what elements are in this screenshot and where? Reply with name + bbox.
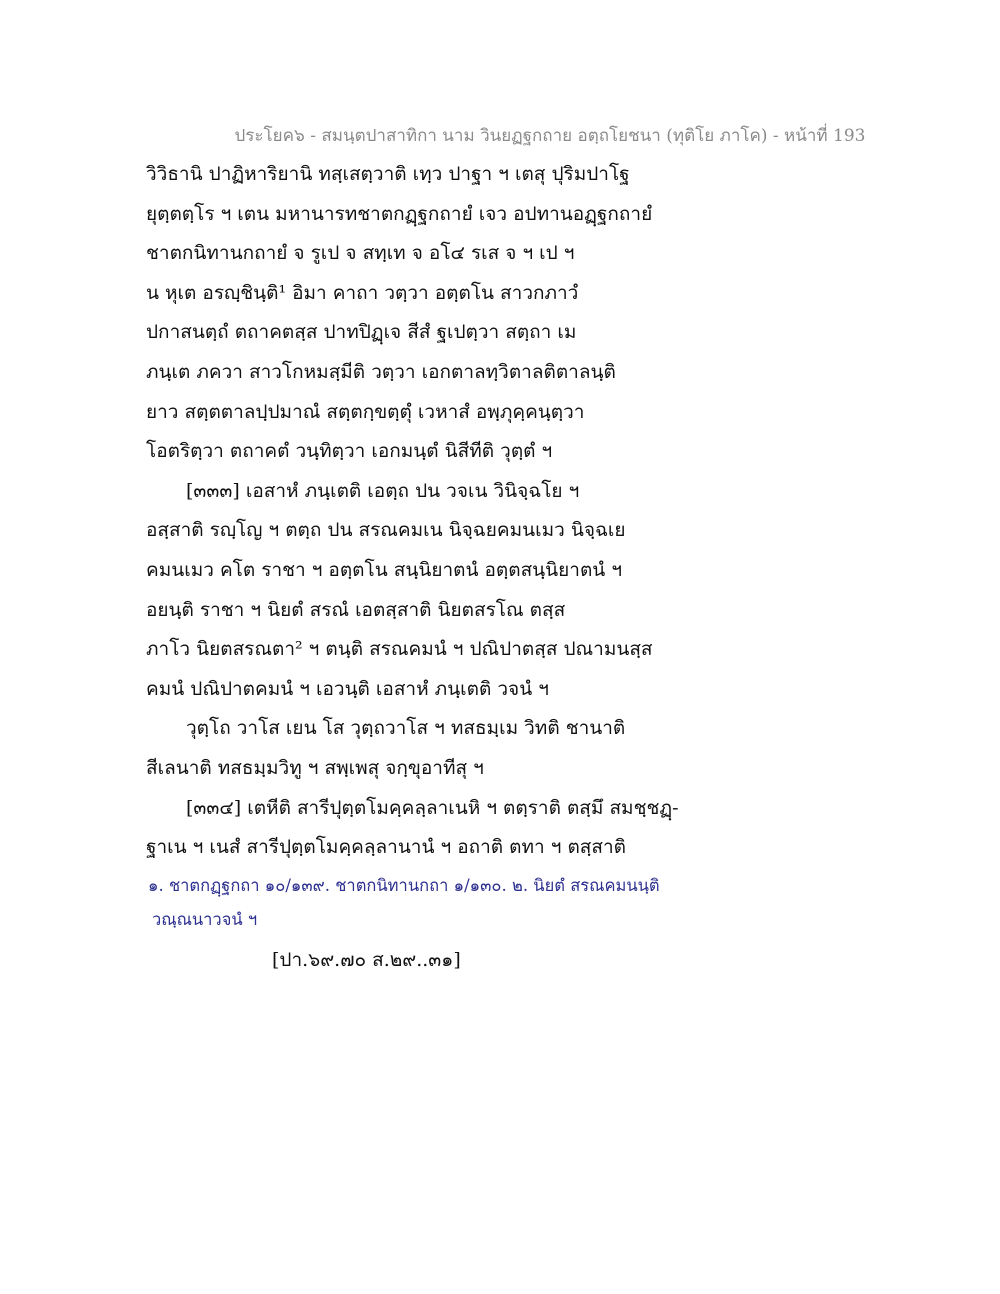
body-line: คมนเมว คโต ราชา ฯ อตฺตโน สนฺนิยาตนํ อตฺตสนฺนิยาตนํ ฯ (146, 558, 622, 581)
body-line: อสฺสาติ รญฺโญ ฯ ตตฺถ ปน สรณคมเน นิจฺฉยคมนเมว นิจฺฉเย (146, 519, 626, 542)
body-line: วุตฺโถ วาโส เยน โส วุตฺถวาโส ฯ ทสธมฺเม วิทติ ชานาติ (186, 717, 626, 740)
body-line: [๓๓๓] เอสาหํ ภนฺเตติ เอตฺถ ปน วจเน วินิจฺฉโย ฯ (186, 479, 580, 502)
body-line: ยาว สตฺตตาลปฺปมาณํ สตฺตกฺขตฺตุํ เวหาสํ อพฺภุคฺคนฺตฺวา (146, 400, 585, 423)
footnote-line: ๑. ชาตกฏฺฐกถา ๑๐/๑๓๙. ชาตกนิทานกถา ๑/๑๓๐. ๒. นิยตํ สรณคมนนฺติ (148, 876, 660, 895)
page-header (0, 124, 1000, 148)
body-line: ยุตฺตตฺโร ฯ เตน มหานารทชาตกฏฺฐกถายํ เจว อปทานอฏฺฐกถายํ (146, 202, 653, 225)
body-line: วิวิธานิ ปาฏิหาริยานิ ทสฺเสตฺวาติ เทฺว ปาฐา ฯ เตสุ ปุริมปาโฐ (146, 163, 630, 185)
body-line: ภนฺเต ภควา สาวโกหมสฺมีติ วตฺวา เอกตาลทฺวิตาลติตาลนฺติ (146, 360, 616, 383)
body-line: ชาตกนิทานกถายํ จ รูเป จ สทฺเท จ อโ๔ รเส จ ฯ เป ฯ (146, 242, 575, 265)
body-line: โอตริตฺวา ตถาคตํ วนฺทิตฺวา เอกมนฺตํ นิสีทีติ วุตฺตํ ฯ (146, 440, 553, 463)
body-line: สีเลนาติ ทสธมฺมวิทู ฯ สพฺเพสุ จกฺขุอาทีสุ ฯ (146, 756, 484, 779)
body-line: ภาโว นิยตสรณตา² ฯ ตนฺติ สรณคมนํ ฯ ปณิปาตสฺส ปณามนสฺส (146, 638, 653, 661)
footnote-line: วณฺณนาวจนํ ฯ (152, 910, 258, 929)
footnotes (148, 872, 768, 940)
body-line: ปกาสนตฺถํ ตถาคตสฺส ปาทปิฏฺเจ สีสํ ฐเปตฺวา สตฺถา เม (146, 321, 577, 344)
body-line: อยนฺติ ราชา ฯ นิยตํ สรณํ เอตสฺสาติ นิยตสรโณ ตสฺส (146, 598, 566, 621)
page-reference: [ปา.๖๙.๗๐ ส.๒๙..๓๑] (272, 949, 461, 971)
body-line: ฐาเน ฯ เนสํ สารีปุตฺตโมคฺคลฺลานานํ ฯ อถาติ ตทา ฯ ตสฺสาติ (146, 836, 626, 859)
body-line: คมนํ ปณิปาตคมนํ ฯ เอวนฺติ เอสาหํ ภนฺเตติ วจนํ ฯ (146, 677, 549, 700)
body-text (146, 158, 706, 871)
body-line: [๓๓๔] เตหีติ สารีปุตฺตโมคฺคลฺลาเนหิ ฯ ตตฺราติ ตสฺมึ สมชฺชฏฺ- (186, 796, 679, 819)
body-line: น หุเต อรญฺชินฺติ¹ อิมา คาถา วตฺวา อตฺตโน สาวกภาวํ (146, 281, 579, 304)
page-header-text: ประโยค๖ - สมนฺตปาสาทิกา นาม วินยฏฐกถาย อตฺถโยชนา (ทุติโย ภาโค) - หน้าที่ 193 (234, 126, 866, 146)
